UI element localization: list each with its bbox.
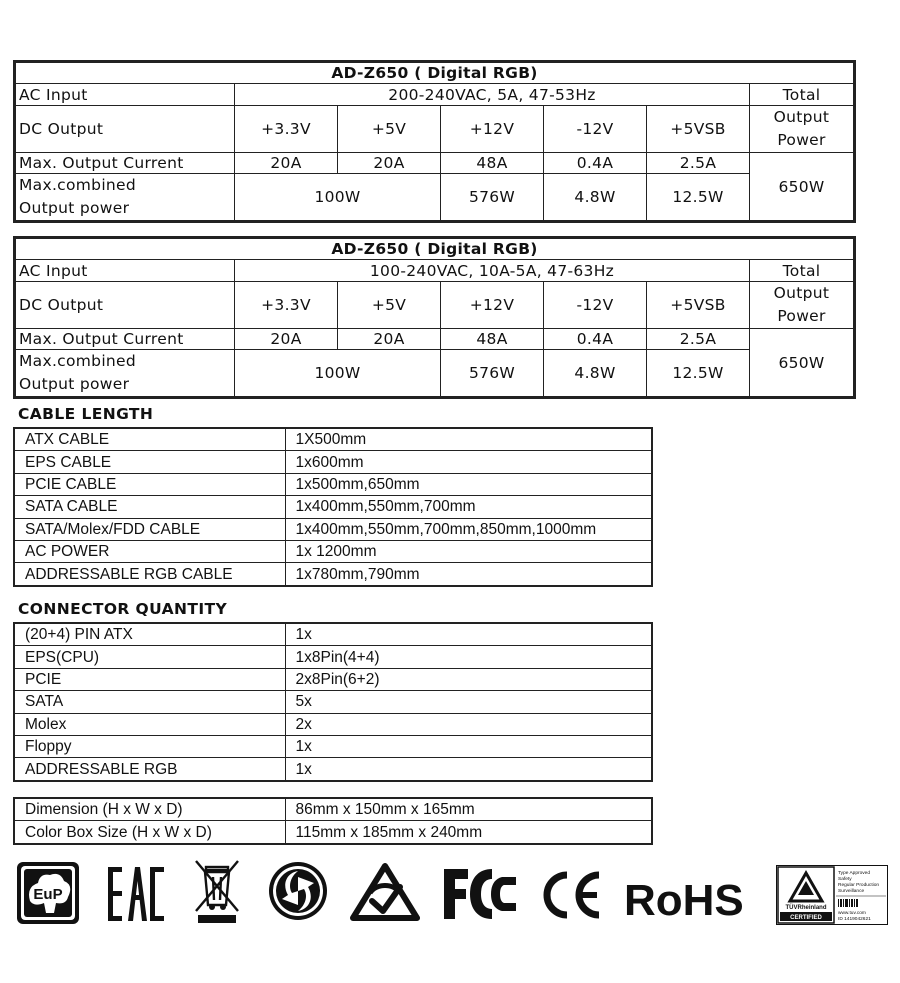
connector-row-value: 2x: [285, 713, 652, 735]
combined-label-line-1: Max.combined: [19, 352, 137, 370]
cable-row: [14, 563, 652, 586]
cable-row-label: EPS CABLE: [14, 451, 285, 473]
max-combined-label: [15, 174, 235, 222]
connector-row: [14, 735, 652, 757]
current-5vsb: 2.5A: [647, 329, 750, 350]
total-label: Total: [750, 260, 855, 282]
model-title: AD-Z650 ( Digital RGB): [15, 62, 855, 84]
connector-row-label: PCIE: [14, 668, 285, 690]
connector-row-label: EPS(CPU): [14, 646, 285, 668]
cable-row: [14, 540, 652, 562]
tuv-certified: CERTIFIED: [790, 915, 822, 921]
combined-12v: 576W: [441, 174, 544, 222]
connector-row: [14, 691, 652, 713]
cable-row-label: PCIE CABLE: [14, 473, 285, 495]
rail-neg12v: -12V: [544, 282, 647, 329]
cable-row-value: 1x400mm,550mm,700mm,850mm,1000mm: [285, 518, 652, 540]
total-power-value: 650W: [750, 153, 855, 222]
fcc-mark: [444, 869, 516, 919]
connector-row-value: 1x: [285, 623, 652, 646]
rail-neg12v: -12V: [544, 106, 647, 153]
ac-input-value: 100-240VAC, 10A-5A, 47-63Hz: [235, 260, 750, 282]
total-line-1: Output: [773, 108, 830, 126]
current-12v: 48A: [441, 153, 544, 174]
dimension-row-label: Color Box Size (H x W x D): [14, 821, 285, 844]
connector-row: [14, 668, 652, 690]
spec-table-1: [13, 60, 856, 223]
combined-neg12v: 4.8W: [544, 174, 647, 222]
connector-row-label: (20+4) PIN ATX: [14, 623, 285, 646]
eup-logo-text: EuP: [33, 886, 63, 903]
ac-input-label: AC Input: [15, 260, 235, 282]
cable-row-value: 1x400mm,550mm,700mm: [285, 496, 652, 518]
cable-row-label: AC POWER: [14, 540, 285, 562]
rohs-mark: [624, 873, 750, 921]
current-3v3: 20A: [235, 329, 338, 350]
combined-5vsb: 12.5W: [647, 350, 750, 398]
certification-logos: [0, 855, 900, 935]
max-output-current-label: Max. Output Current: [15, 153, 235, 174]
cable-length-heading: CABLE LENGTH: [18, 405, 154, 423]
total-line-2: Power: [777, 131, 826, 149]
connector-row-value: 1x8Pin(4+4): [285, 646, 652, 668]
tuv-url: www.tuv.com: [838, 911, 866, 916]
spec-table-2: [13, 236, 856, 399]
cable-row-value: 1x600mm: [285, 451, 652, 473]
cable-row-label: SATA CABLE: [14, 496, 285, 518]
cable-row-value: 1x 1200mm: [285, 540, 652, 562]
current-3v3: 20A: [235, 153, 338, 174]
combined-12v: 576W: [441, 350, 544, 398]
tuv-line-2: Safety: [838, 877, 852, 882]
total-line-1: Output: [773, 284, 830, 302]
dimension-row-label: Dimension (H x W x D): [14, 798, 285, 821]
combined-label-line-2: Output power: [19, 199, 130, 217]
combined-3v3-5v: 100W: [235, 350, 441, 398]
ac-input-label: AC Input: [15, 84, 235, 106]
connector-quantity-table: [13, 622, 653, 782]
rail-3v3: +3.3V: [235, 282, 338, 329]
connector-row-label: Molex: [14, 713, 285, 735]
cable-row: [14, 428, 652, 451]
rail-3v3: +3.3V: [235, 106, 338, 153]
eac-mark: [108, 867, 164, 921]
tuv-line-1: Type Approved: [838, 871, 871, 876]
eup-logo: [16, 861, 80, 925]
cable-row-value: 1x780mm,790mm: [285, 563, 652, 586]
rail-12v: +12V: [441, 282, 544, 329]
cable-row: [14, 473, 652, 495]
connector-row-value: 5x: [285, 691, 652, 713]
weee-bin-icon: [194, 859, 240, 925]
current-5v: 20A: [338, 153, 441, 174]
rcm-mark: [350, 863, 420, 921]
rail-5vsb: +5VSB: [647, 106, 750, 153]
max-output-current-label: Max. Output Current: [15, 329, 235, 350]
max-combined-label: [15, 350, 235, 398]
model-title: AD-Z650 ( Digital RGB): [15, 238, 855, 260]
total-output-power-label: [750, 106, 855, 153]
cable-row: [14, 496, 652, 518]
dc-output-label: DC Output: [15, 106, 235, 153]
total-label: Total: [750, 84, 855, 106]
tuv-brand: TÜVRheinland: [785, 905, 827, 911]
connector-row: [14, 713, 652, 735]
connector-row-value: 1x: [285, 758, 652, 781]
ce-mark: [539, 871, 603, 919]
connector-row-label: SATA: [14, 691, 285, 713]
green-dot-icon: [268, 861, 328, 921]
connector-row-label: ADDRESSABLE RGB: [14, 758, 285, 781]
current-neg12v: 0.4A: [544, 153, 647, 174]
connector-row: [14, 646, 652, 668]
dimension-row-value: 115mm x 185mm x 240mm: [285, 821, 652, 844]
total-line-2: Power: [777, 307, 826, 325]
cable-row: [14, 451, 652, 473]
combined-3v3-5v: 100W: [235, 174, 441, 222]
connector-row-value: 2x8Pin(6+2): [285, 668, 652, 690]
tuv-id: ID 1419042621: [838, 917, 871, 922]
cable-length-table: [13, 427, 653, 587]
rail-5v: +5V: [338, 106, 441, 153]
cable-row-label: ADDRESSABLE RGB CABLE: [14, 563, 285, 586]
current-5vsb: 2.5A: [647, 153, 750, 174]
cable-row: [14, 518, 652, 540]
tuv-line-4: Surveillance: [838, 889, 865, 894]
ac-input-value: 200-240VAC, 5A, 47-53Hz: [235, 84, 750, 106]
cable-row-label: ATX CABLE: [14, 428, 285, 451]
cable-row-label: SATA/Molex/FDD CABLE: [14, 518, 285, 540]
connector-row: [14, 623, 652, 646]
combined-label-line-1: Max.combined: [19, 176, 137, 194]
dimensions-table: [13, 797, 653, 845]
connector-row-value: 1x: [285, 735, 652, 757]
connector-row-label: Floppy: [14, 735, 285, 757]
rohs-text: RoHS: [624, 876, 744, 921]
rail-12v: +12V: [441, 106, 544, 153]
current-12v: 48A: [441, 329, 544, 350]
cable-row-value: 1x500mm,650mm: [285, 473, 652, 495]
dimension-row: [14, 821, 652, 844]
current-5v: 20A: [338, 329, 441, 350]
current-neg12v: 0.4A: [544, 329, 647, 350]
total-output-power-label: [750, 282, 855, 329]
rail-5v: +5V: [338, 282, 441, 329]
total-power-value: 650W: [750, 329, 855, 398]
combined-label-line-2: Output power: [19, 375, 130, 393]
dimension-row: [14, 798, 652, 821]
dimension-row-value: 86mm x 150mm x 165mm: [285, 798, 652, 821]
connector-quantity-heading: CONNECTOR QUANTITY: [18, 600, 228, 618]
dc-output-label: DC Output: [15, 282, 235, 329]
cable-row-value: 1X500mm: [285, 428, 652, 451]
tuv-certified-badge: [776, 865, 888, 925]
connector-row: [14, 758, 652, 781]
rail-5vsb: +5VSB: [647, 282, 750, 329]
tuv-line-3: Regular Production: [838, 883, 880, 888]
combined-5vsb: 12.5W: [647, 174, 750, 222]
combined-neg12v: 4.8W: [544, 350, 647, 398]
